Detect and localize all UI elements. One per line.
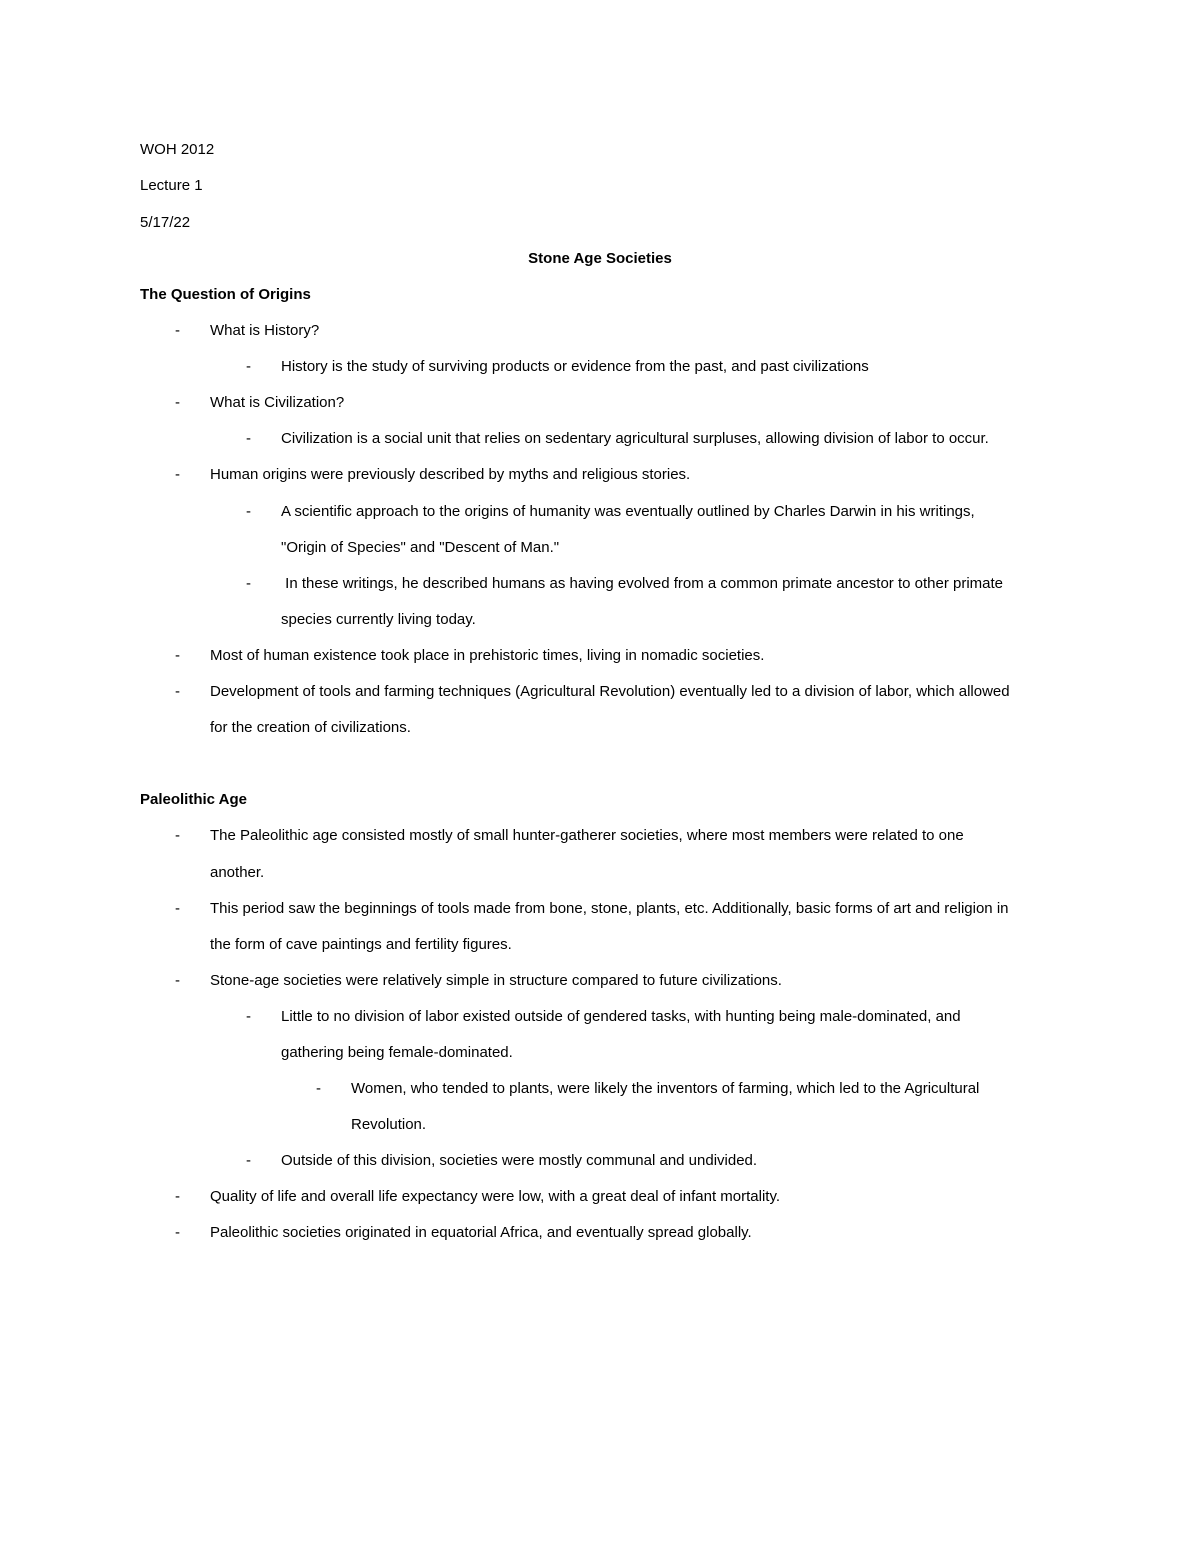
- bullet-dash: -: [246, 503, 251, 520]
- bullet-dash: -: [175, 683, 180, 700]
- lecture-number: Lecture 1: [140, 177, 203, 194]
- section-heading-paleolithic: Paleolithic Age: [140, 791, 247, 808]
- list-item: In these writings, he described humans as having evolved from a common primate ancestor to other primate: [281, 575, 1004, 592]
- list-item-continuation: the form of cave paintings and fertility figures.: [210, 936, 512, 953]
- bullet-dash: -: [175, 647, 180, 664]
- bullet-dash: -: [175, 1188, 180, 1205]
- bullet-dash: -: [316, 1080, 321, 1097]
- bullet-dash: -: [246, 430, 251, 447]
- list-item: Most of human existence took place in prehistoric times, living in nomadic societies.: [210, 647, 765, 664]
- list-item: Little to no division of labor existed outside of gendered tasks, with hunting being male-dominated, and: [281, 1008, 961, 1025]
- bullet-dash: -: [175, 466, 180, 483]
- bullet-dash: -: [175, 322, 180, 339]
- bullet-dash: -: [175, 1224, 180, 1241]
- list-item-continuation: species currently living today.: [281, 611, 476, 628]
- list-item: Paleolithic societies originated in equatorial Africa, and eventually spread globally.: [210, 1224, 752, 1241]
- list-item: The Paleolithic age consisted mostly of small hunter-gatherer societies, where most members were related to one: [210, 827, 964, 844]
- list-item: Quality of life and overall life expectancy were low, with a great deal of infant mortality.: [210, 1188, 781, 1205]
- list-item: What is Civilization?: [210, 394, 345, 411]
- section-heading-origins: The Question of Origins: [140, 286, 311, 303]
- bullet-dash: -: [175, 972, 180, 989]
- bullet-dash: -: [175, 394, 180, 411]
- list-item: Outside of this division, societies were mostly communal and undivided.: [281, 1152, 758, 1169]
- bullet-dash: -: [246, 1152, 251, 1169]
- bullet-dash: -: [246, 358, 251, 375]
- list-item: Civilization is a social unit that relies on sedentary agricultural surpluses, allowing division of labor to occur.: [281, 430, 989, 447]
- list-item-continuation: Revolution.: [351, 1116, 427, 1133]
- course-code: WOH 2012: [140, 141, 215, 158]
- list-item-continuation: "Origin of Species" and "Descent of Man.": [281, 539, 560, 556]
- list-item: Women, who tended to plants, were likely the inventors of farming, which led to the Agricultural: [351, 1080, 980, 1097]
- bullet-dash: -: [175, 900, 180, 917]
- list-item: Development of tools and farming techniques (Agricultural Revolution) eventually led to a division of labor, which allowed: [210, 683, 1010, 700]
- bullet-dash: -: [246, 1008, 251, 1025]
- list-item-continuation: gathering being female-dominated.: [281, 1044, 513, 1061]
- document-title: Stone Age Societies: [528, 250, 672, 267]
- lecture-date: 5/17/22: [140, 214, 191, 231]
- bullet-dash: -: [175, 827, 180, 844]
- list-item: This period saw the beginnings of tools made from bone, stone, plants, etc. Additionally, basic forms of art and religion in: [210, 900, 1009, 917]
- list-item: A scientific approach to the origins of humanity was eventually outlined by Charles Darwin in his writings,: [281, 503, 975, 520]
- list-item: What is History?: [210, 322, 320, 339]
- list-item-continuation: another.: [210, 864, 265, 881]
- list-item: Human origins were previously described by myths and religious stories.: [210, 466, 691, 483]
- list-item: History is the study of surviving products or evidence from the past, and past civilizations: [281, 358, 869, 375]
- bullet-dash: -: [246, 575, 251, 592]
- list-item: Stone-age societies were relatively simple in structure compared to future civilizations.: [210, 972, 782, 989]
- list-item-continuation: for the creation of civilizations.: [210, 719, 411, 736]
